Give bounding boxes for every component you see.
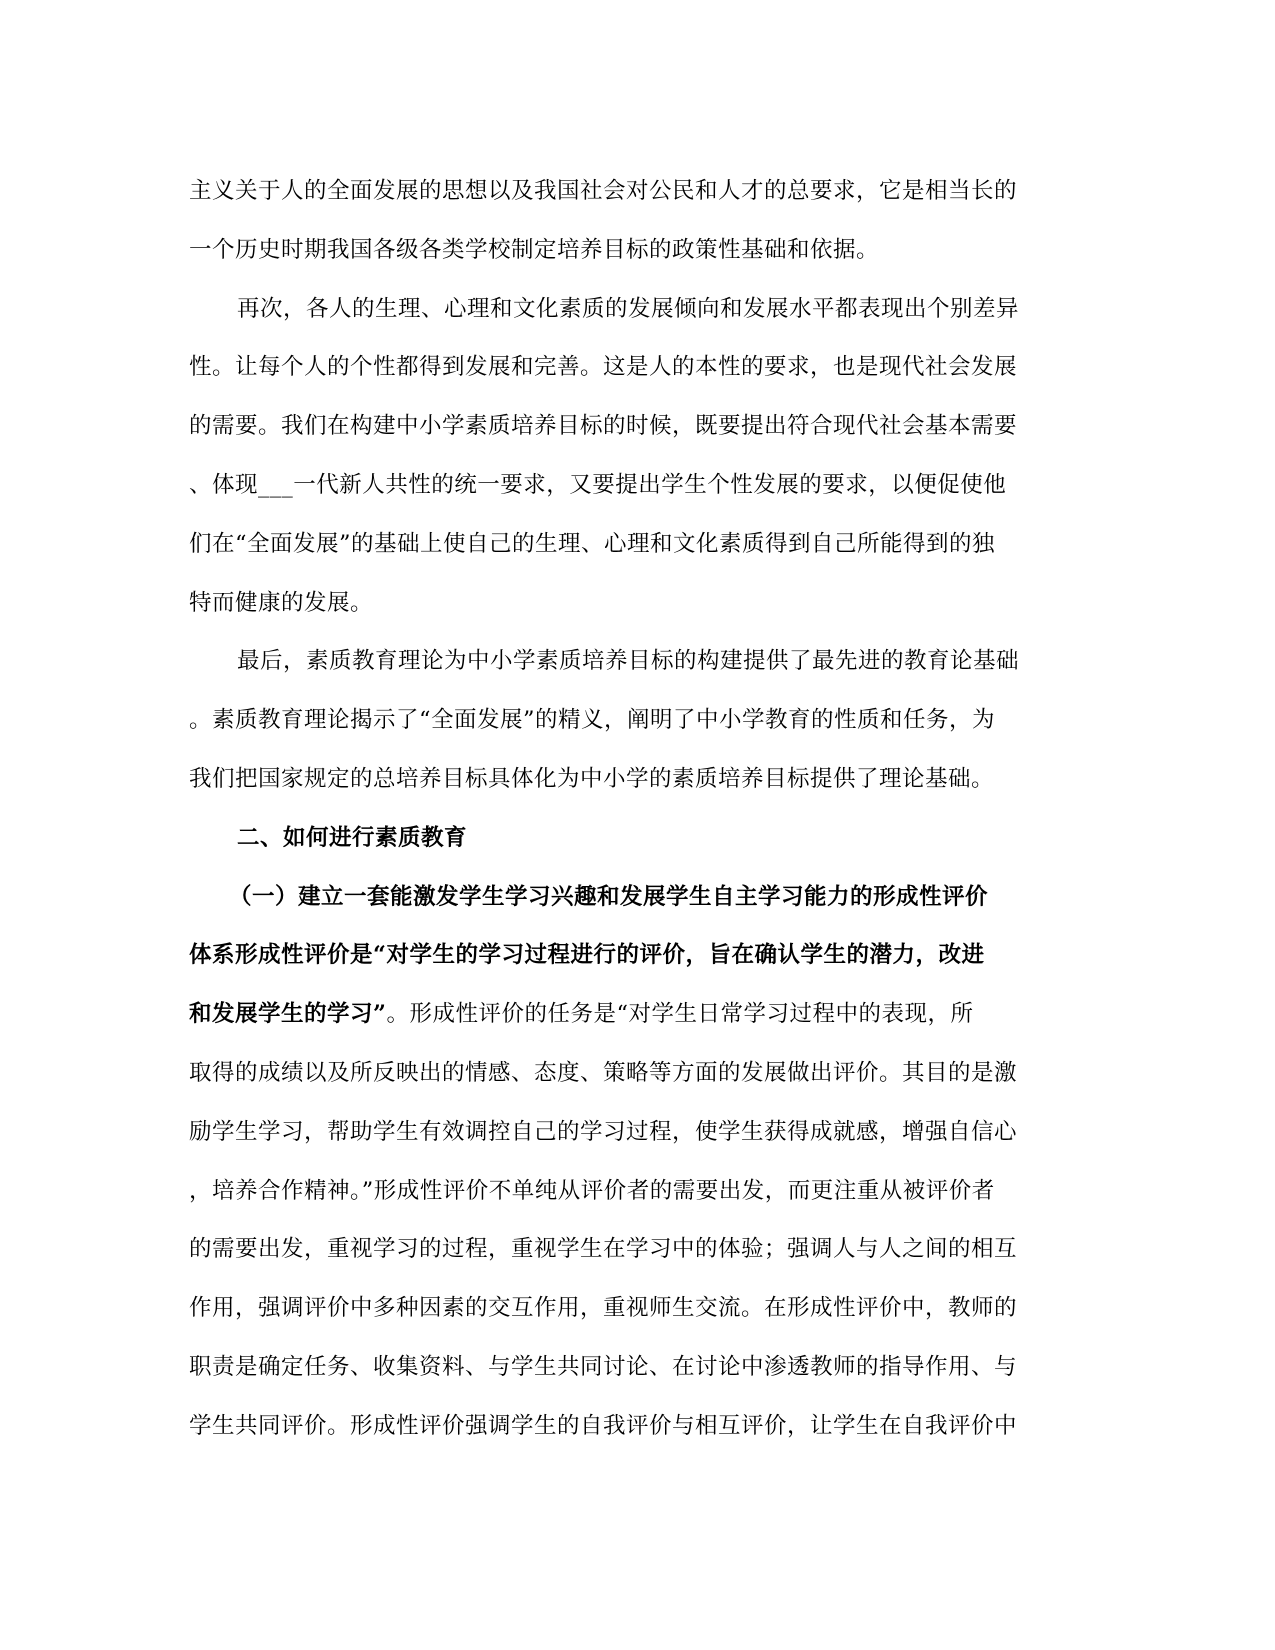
text-line: 职责是确定任务、收集资料、与学生共同讨论、在讨论中渗透教师的指导作用、与 [189, 1353, 1018, 1380]
document-body [189, 162, 1086, 1456]
normal-text-segment: 。形成性评价的任务是“对学生日常学习过程中的表现，所 [386, 1001, 974, 1028]
paragraph [189, 280, 1086, 633]
text-line: 励学生学习，帮助学生有效调控自己的学习过程，使学生获得成就感，增强自信心 [189, 1118, 1018, 1145]
text-line: 学生共同评价。形成性评价强调学生的自我评价与相互评价，让学生在自我评价中 [189, 1412, 1018, 1439]
text-line: 取得的成绩以及所反映出的情感、态度、策略等方面的发展做出评价。其目的是激 [189, 1059, 1018, 1086]
subsection-heading-line: （一）建立一套能激发学生学习兴趣和发展学生自主学习能力的形成性评价 [229, 883, 989, 910]
text-line: 一个历史时期我国各级各类学校制定培养目标的政策性基础和依据。 [189, 236, 880, 263]
section-heading-text: 二、如何进行素质教育 [237, 824, 468, 851]
text-line: 最后，素质教育理论为中小学素质培养目标的构建提供了最先进的教育论基础 [237, 648, 1020, 675]
text-line: 的需要。我们在构建中小学素质培养目标的时候，既要提出符合现代社会基本需要 [189, 413, 1018, 440]
bold-text-segment: 和发展学生的学习” [189, 1001, 387, 1028]
text-line: 我们把国家规定的总培养目标具体化为中小学的素质培养目标提供了理论基础。 [189, 765, 995, 792]
section-heading [189, 809, 1086, 868]
text-line: 特而健康的发展。 [189, 589, 374, 616]
text-line: 主义关于人的全面发展的思想以及我国社会对公民和人才的总要求，它是相当长的 [189, 178, 1018, 204]
text-line: 再次，各人的生理、心理和文化素质的发展倾向和发展水平都表现出个别差异 [237, 295, 1020, 322]
text-line: 、体现___一代新人共性的统一要求，又要提出学生个性发展的要求，以便促使他 [189, 471, 1007, 498]
text-line: 们在“全面发展”的基础上使自己的生理、心理和文化素质得到自己所能得到的独 [189, 530, 996, 557]
text-line: 的需要出发，重视学习的过程，重视学生在学习中的体验；强调人与人之间的相互 [189, 1236, 1018, 1263]
text-line: ，培养合作精神。”形成性评价不单纯从评价者的需要出发，而更注重从被评价者 [189, 1177, 995, 1204]
mixed-text-line [189, 985, 1086, 1044]
subsection [189, 868, 1086, 1456]
subsection-heading-line: 体系形成性评价是“对学生的学习过程进行的评价，旨在确认学生的潜力，改进 [189, 942, 985, 969]
text-line: 性。让每个人的个性都得到发展和完善。这是人的本性的要求，也是现代社会发展 [189, 354, 1018, 381]
text-line: 。素质教育理论揭示了“全面发展”的精义，阐明了中小学教育的性质和任务，为 [189, 707, 996, 734]
paragraph [189, 162, 1086, 280]
text-line: 作用，强调评价中多种因素的交互作用，重视师生交流。在形成性评价中，教师的 [189, 1295, 1018, 1322]
paragraph [189, 632, 1086, 808]
